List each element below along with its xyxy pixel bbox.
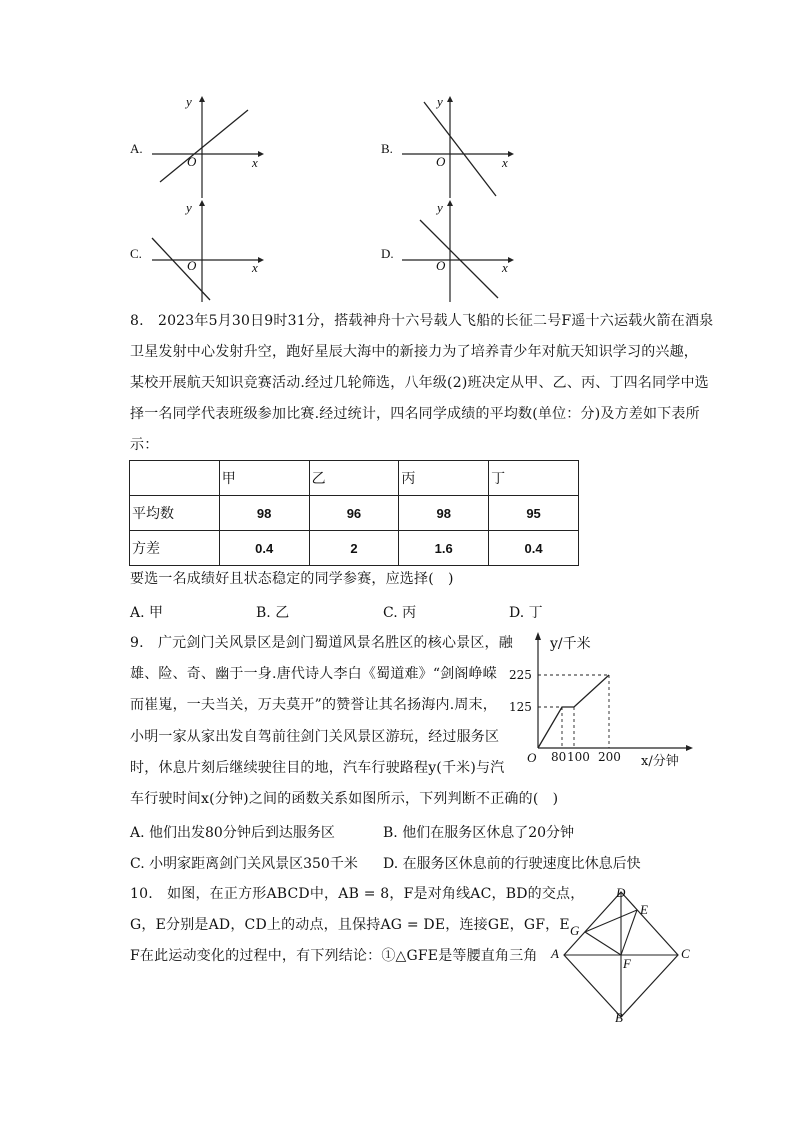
origin-label: O [187,258,197,273]
distance-time-graph [508,628,698,770]
point-c-label: C [681,946,690,961]
y-tick-125: 125 [509,700,532,714]
q9-choice-c[interactable]: C. 小明家距离剑门关风景区350千米 [130,856,358,872]
table-cell: 0.4 [219,531,309,566]
q9-choice-a[interactable]: A. 他们出发80分钟后到达服务区 [130,825,335,841]
y-label: y [186,200,192,215]
y-axis-arrow [199,96,205,102]
q10-line-2: G，E分别是AD，CD上的动点，且保持AG = DE，连接GE，GF，E [130,917,570,933]
q9-line-2: 雄、险、奇、幽于一身.唐代诗人李白《蜀道难》“剑阁峥嵘 [130,666,498,682]
row-label: 平均数 [130,496,220,531]
table-cell [130,461,220,496]
q8-line-2: 卫星发射中心发射升空，跑好星辰大海中的新接力为了培养青少年对航天知识学习的兴趣， [130,344,698,360]
q10-line-3: F在此运动变化的过程中，有下列结论：①△GFE是等腰直角三角 [130,948,538,964]
square-figure [550,880,700,1030]
x-label: x [252,155,258,170]
q8-line-1: 8. 2023年5月30日9时31分，搭载神舟十六号载人飞船的长征二号F遥十六运载火箭在酒泉 [130,313,714,329]
segment-gf [585,932,621,955]
y-label: y [437,200,443,215]
y-label: y [186,94,192,109]
graph-d-svg [398,198,518,304]
q8-choice-b[interactable]: B. 乙 [256,605,290,621]
q8-question: 要选一名成绩好且状态稳定的同学参赛，应选择( ) [130,571,454,587]
q8-line-5: 示： [130,437,159,453]
segment-ge [585,910,637,932]
graph-b-svg [398,94,518,200]
table-cell: 96 [309,496,399,531]
q8-choice-a[interactable]: A. 甲 [130,605,164,621]
x-label: x [252,260,258,275]
point-b-label: B [615,1010,623,1025]
graph-line [424,102,496,196]
table-header-cell: 丙 [399,461,489,496]
q9-choice-b[interactable]: B. 他们在服务区休息了20分钟 [383,825,575,841]
graph-line [160,110,248,182]
q8-choice-d[interactable]: D. 丁 [509,605,543,621]
q9-line-3: 而崔嵬，一夫当关，万夫莫开”的赞誉让其名扬海内.周末， [130,697,498,713]
y-label: y [437,94,443,109]
x-tick-80: 80 [551,750,567,764]
table-cell: 98 [399,496,489,531]
table-cell: 95 [489,496,579,531]
q9-line-6: 车行驶时间x(分钟)之间的函数关系如图所示，下列判断不正确的( ) [130,791,559,807]
x-tick-200: 200 [598,750,621,764]
graph-x-label: x/分钟 [641,754,679,769]
x-axis-arrow [258,151,264,157]
graph-polyline [538,675,609,748]
q8-line-4: 择一名同学代表班级参加比赛.经过统计，四名同学成绩的平均数(单位：分)及方差如下表所 [130,406,700,422]
option-c-label: C. [130,246,142,261]
x-axis-arrow [686,745,693,751]
score-table [129,460,579,566]
table-cell: 98 [219,496,309,531]
graph-origin: O [527,750,537,765]
y-tick-225: 225 [509,668,532,682]
q9-line-5: 时，休息片刻后继续驶往目的地，汽车行驶路程y(千米)与汽 [130,760,505,776]
table-row [130,531,579,566]
option-b-label: B. [381,141,393,156]
table-header-cell: 甲 [219,461,309,496]
q10-line-1: 10. 如图，在正方形ABCD中，AB = 8，F是对角线AC，BD的交点， [130,886,585,902]
x-label: x [502,155,508,170]
x-tick-100: 100 [567,750,590,764]
origin-label: O [436,258,446,273]
q8-line-3: 某校开展航天知识竞赛活动.经过几轮筛选，八年级(2)班决定从甲、乙、丙、丁四名同学中选 [130,375,709,391]
q9-line-4: 小明一家从家出发自驾前往剑门关风景区游玩，经过服务区 [130,729,500,745]
point-f-label: F [623,956,631,971]
option-d-label: D. [381,246,394,261]
q9-line-1: 9. 广元剑门关风景区是剑门蜀道风景名胜区的核心景区，融 [130,635,513,651]
table-row [130,461,579,496]
point-e-label: E [640,902,648,917]
origin-label: O [436,154,446,169]
graph-y-label: y/千米 [550,636,591,652]
q9-choice-d[interactable]: D. 在服务区休息前的行驶速度比休息后快 [383,856,641,872]
graph-a-svg [148,94,268,200]
table-header-cell: 丁 [489,461,579,496]
x-label: x [502,260,508,275]
point-g-label: G [570,923,580,938]
graph-line [420,220,498,298]
graph-line [152,238,210,300]
row-label: 方差 [130,531,220,566]
origin-label: O [187,154,197,169]
table-header-cell: 乙 [309,461,399,496]
y-axis-arrow [535,632,541,640]
segment-ef [621,910,637,955]
table-cell: 1.6 [399,531,489,566]
table-cell: 2 [309,531,399,566]
option-a-label: A. [130,141,143,156]
point-d-label: D [616,885,626,900]
graph-c-svg [148,198,268,304]
point-a-label: A [551,946,559,961]
q8-choice-c[interactable]: C. 丙 [383,605,417,621]
table-cell: 0.4 [489,531,579,566]
table-row [130,496,579,531]
